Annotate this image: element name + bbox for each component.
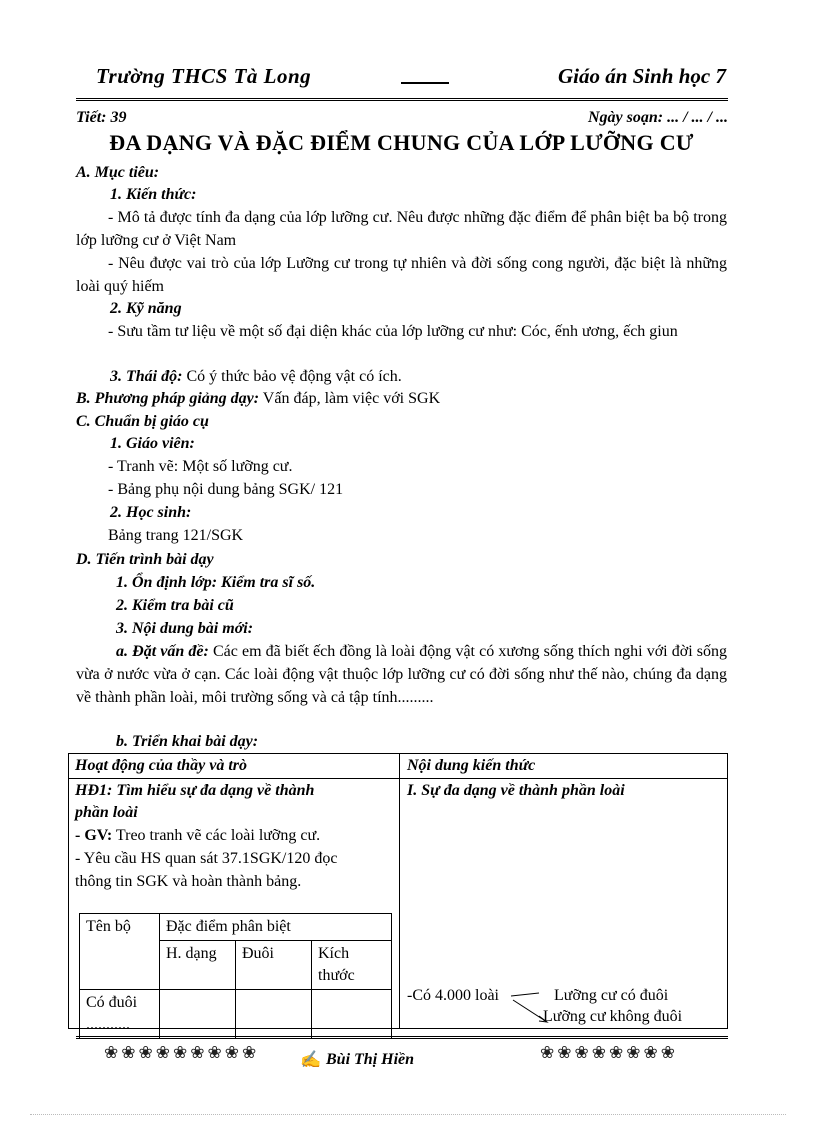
flower-ornament-left-icon: ❀❀❀❀❀❀❀❀❀ <box>104 1043 260 1062</box>
inner-header-shape: H. dạng <box>160 941 236 990</box>
gv-label: - GV: <box>75 827 113 844</box>
section-b-text: Vấn đáp, làm việc với SGK <box>259 390 441 407</box>
intro-paragraph <box>76 640 727 709</box>
section-b-label: B. Phương pháp giảng dạy: <box>76 390 260 407</box>
section-b-line <box>76 388 440 410</box>
comparison-table <box>79 913 392 1039</box>
flower-ornament-right-icon: ❀❀❀❀❀❀❀❀ <box>540 1043 678 1062</box>
branch-tailed: Lưỡng cư có đuôi <box>554 987 669 1004</box>
lesson-title: ĐA DẠNG VÀ ĐẶC ĐIỂM CHUNG CỦA LỚP LƯỠNG CƯ <box>109 130 694 155</box>
gv-line <box>75 825 320 847</box>
inner-row-tailed-name: Có đuôi <box>86 994 138 1011</box>
inner-header-features: Đặc điểm phân biệt <box>160 914 392 941</box>
header-rule <box>76 98 728 101</box>
skill-heading: 2. Kỹ năng <box>110 300 182 317</box>
student-heading: 2. Học sinh: <box>110 504 192 521</box>
step-1: 1. Ổn định lớp: Kiểm tra sĩ số. <box>116 574 316 591</box>
inner-row-tailed <box>80 990 160 1039</box>
knowledge-item-1: - Mô tả được tính đa dạng của lớp lưỡng cư. Nêu được những đặc điểm để phân biệt ba bộ trong lớp lưỡng cư ở Việt Nam <box>76 209 727 249</box>
lesson-table <box>68 753 728 1033</box>
header-row-divider <box>69 778 727 779</box>
inner-header-size-2: thước <box>318 967 355 984</box>
intro-label: a. Đặt vấn đề: <box>116 643 209 660</box>
inner-header-size <box>312 941 392 990</box>
column-divider <box>399 754 400 1028</box>
skill-item-1: - Sưu tầm tư liệu về một số đại diện khác của lớp lưỡng cư như: Cóc, ếnh ương, ếch giun <box>108 323 678 340</box>
header-divider <box>401 82 449 84</box>
requirement-line-2: thông tin SGK và hoàn thành bảng. <box>75 873 302 890</box>
section-d-heading: D. Tiến trình bài dạy <box>76 551 214 568</box>
lesson-period: Tiết: 39 <box>76 109 127 126</box>
col-header-content: Nội dung kiến thức <box>407 757 536 774</box>
inner-row-tailed-dots: ........... <box>86 1016 130 1033</box>
page-header <box>86 60 728 96</box>
student-item-1: Bảng trang 121/SGK <box>108 527 244 544</box>
requirement-line-1: - Yêu cầu HS quan sát 37.1SGK/120 đọc <box>75 850 338 867</box>
hd1-title-line-2: phần loài <box>75 804 138 821</box>
col-header-activities: Hoạt động của thầy và trò <box>75 757 248 774</box>
knowledge-item-2: - Nêu được vai trò của lớp Lưỡng cư trong tự nhiên và đời sống cong người, đặc biệt là những loài quý hiếm <box>76 255 727 295</box>
lesson-date: Ngày soạn: ... / ... / ... <box>588 109 728 126</box>
inner-cell-empty <box>160 990 236 1039</box>
species-count: -Có 4.000 loài <box>407 987 499 1004</box>
inner-cell-empty <box>236 990 312 1039</box>
attitude-line <box>110 366 402 388</box>
step-3: 3. Nội dung bài mới: <box>116 620 254 637</box>
teacher-item-2: - Bảng phụ nội dung bảng SGK/ 121 <box>108 481 344 498</box>
attitude-label: 3. Thái độ: <box>110 368 183 385</box>
section-c-heading: C. Chuẩn bị giáo cụ <box>76 413 209 430</box>
develop-heading: b. Triển khai bài dạy: <box>116 733 259 750</box>
inner-header-size-1: Kích <box>318 945 350 962</box>
teacher-item-1: - Tranh vẽ: Một số lưỡng cư. <box>108 458 293 475</box>
section-a-heading: A. Mục tiêu: <box>76 164 160 181</box>
inner-header-tail: Đuôi <box>236 941 312 990</box>
gv-text: Treo tranh vẽ các loài lưỡng cư. <box>112 827 321 844</box>
knowledge-heading: 1. Kiến thức: <box>110 186 197 203</box>
attitude-text: Có ý thức bảo vệ động vật có ích. <box>182 368 402 385</box>
branch-line-1 <box>511 993 539 996</box>
inner-cell-empty <box>312 990 392 1039</box>
subject-name: Giáo án Sinh học 7 <box>557 64 726 88</box>
school-name: Trường THCS Tà Long <box>96 64 312 88</box>
branch-tailless: Lưỡng cư không đuôi <box>543 1008 683 1025</box>
teacher-heading: 1. Giáo viên: <box>110 435 195 452</box>
footer-rule <box>76 1036 728 1039</box>
pen-icon: ✍ <box>300 1050 322 1069</box>
hd1-title-line-1: HĐ1: Tìm hiểu sự đa dạng về thành <box>75 782 315 799</box>
content-heading: I. Sự đa dạng về thành phần loài <box>407 782 625 799</box>
inner-header-order: Tên bộ <box>80 914 160 990</box>
page-bottom-dots <box>30 1114 786 1115</box>
intro-text: Các em đã biết ếch đồng là loài động vật có xương sống thích nghi với đời sống vừa ở nước vừa ở cạn. Các loài động vật thuộc lớp lưỡng cư có đời sống như thế nào, chúng đa dạng về thành phần loài, môi trường sống và cả tập tính......... <box>76 643 727 706</box>
step-2: 2. Kiểm tra bài cũ <box>116 597 234 614</box>
author-name: Bùi Thị Hiền <box>326 1051 415 1068</box>
